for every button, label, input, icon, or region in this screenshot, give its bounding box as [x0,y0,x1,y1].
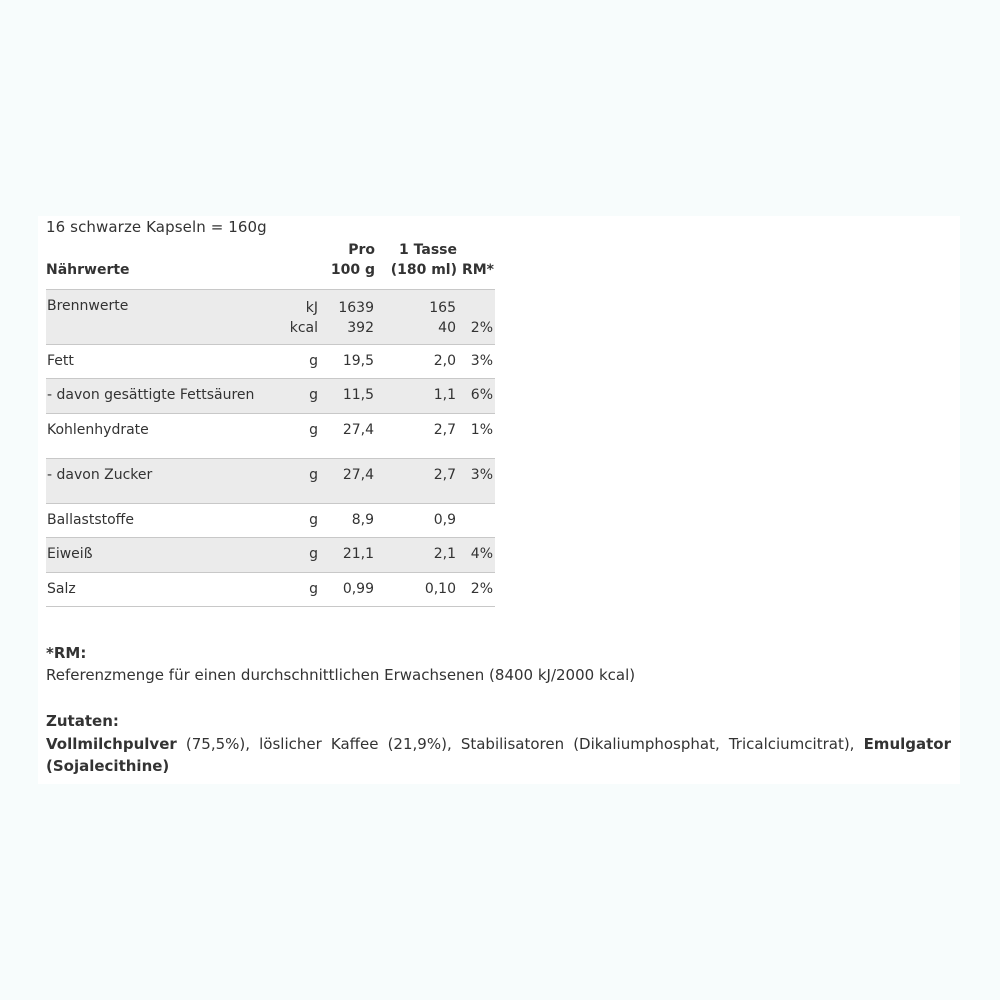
row-name: Eiweiß [46,538,276,573]
row-rm: 1% [458,414,495,459]
header-per-100g: Pro 100 g [276,239,376,290]
row-unit: g [276,573,320,607]
row-cup: 165 40 [376,290,458,345]
header-per-cup: 1 Tasse (180 ml) [376,239,458,290]
row-name: - davon Zucker [46,459,276,504]
ingredients-title: Zutaten: [46,712,119,730]
table-row [46,573,495,607]
row-per100: 21,1 [320,538,376,573]
row-per100: 11,5 [320,379,376,414]
row-unit: g [276,504,320,538]
row-cup: 0,9 [376,504,458,538]
row-name: Salz [46,573,276,607]
table-row [46,504,495,538]
row-unit: g [276,345,320,379]
row-cup: 1,1 [376,379,458,414]
row-unit: kJ kcal [276,290,320,345]
row-unit: g [276,459,320,504]
row-per100: 8,9 [320,504,376,538]
nutrition-panel [38,216,960,784]
row-cup: 2,7 [376,459,458,504]
table-row [46,290,495,345]
rm-note-text: Referenzmenge für einen durchschnittlichen Erwachsenen (8400 kJ/2000 kcal) [46,666,636,684]
table-row [46,538,495,573]
row-rm: 4% [458,538,495,573]
row-rm: 6% [458,379,495,414]
header-rm: RM* [458,239,495,290]
nutrition-table [46,239,495,607]
row-cup: 2,0 [376,345,458,379]
table-row [46,379,495,414]
header-naehrwerte: Nährwerte [46,239,276,290]
row-name: Brennwerte [46,290,276,345]
row-per100: 27,4 [320,414,376,459]
row-rm: 2% [458,290,495,345]
table-row [46,459,495,504]
row-cup: 0,10 [376,573,458,607]
row-per100: 1639 392 [320,290,376,345]
ingredient-bold-emulsifier: Emulgator (Sojalecithine) [46,735,951,775]
row-cup: 2,1 [376,538,458,573]
servings-info: 16 schwarze Kapseln = 160g [46,218,267,236]
row-per100: 27,4 [320,459,376,504]
table-row [46,345,495,379]
row-name: Kohlenhydrate [46,414,276,459]
table-header-row [46,239,495,290]
row-name: Ballaststoffe [46,504,276,538]
row-rm: 3% [458,345,495,379]
row-per100: 0,99 [320,573,376,607]
row-rm: 2% [458,573,495,607]
table-row [46,414,495,459]
row-cup: 2,7 [376,414,458,459]
row-unit: g [276,379,320,414]
rm-note-title: *RM: [46,644,87,662]
row-unit: g [276,538,320,573]
row-name: - davon gesättigte Fettsäuren [46,379,276,414]
row-unit: g [276,414,320,459]
row-rm: 3% [458,459,495,504]
row-per100: 19,5 [320,345,376,379]
row-rm [458,504,495,538]
row-name: Fett [46,345,276,379]
ingredient-bold-milk: Vollmilchpulver [46,735,177,753]
ingredients-text [46,733,951,777]
ingredient-list: (75,5%), löslicher Kaffee (21,9%), Stabilisatoren (Dikaliumphosphat, Tricalciumcitrat), [176,735,864,753]
